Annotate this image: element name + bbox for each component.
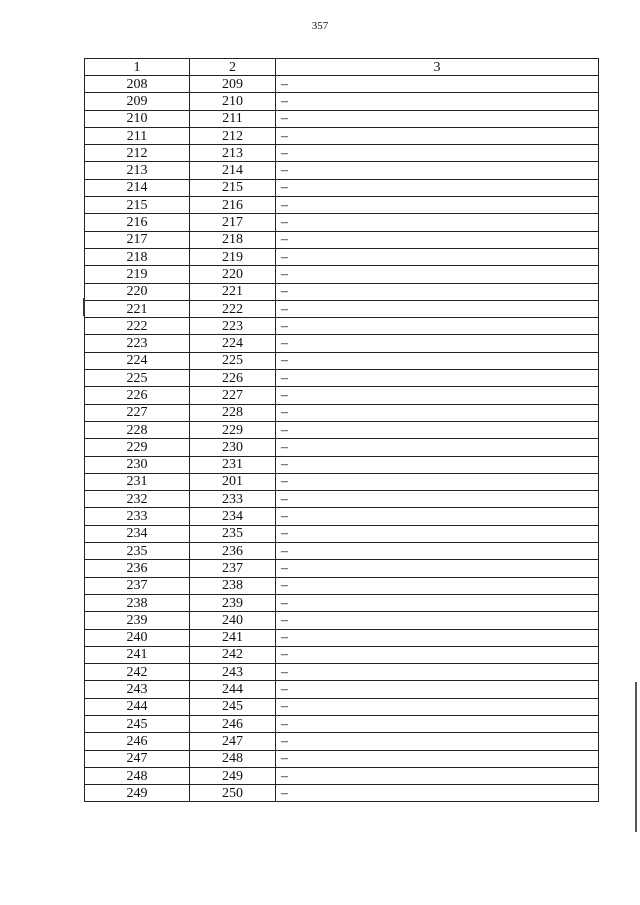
cell-col-2: 237	[190, 560, 276, 577]
cell-col-3: –	[276, 577, 599, 594]
cell-col-3: –	[276, 110, 599, 127]
cell-col-1: 224	[85, 352, 190, 369]
cell-col-3: –	[276, 785, 599, 802]
cell-col-1: 208	[85, 76, 190, 93]
column-header-2: 2	[190, 59, 276, 76]
table-row	[85, 421, 599, 438]
table-row	[85, 698, 599, 715]
cell-col-1: 233	[85, 508, 190, 525]
cell-col-2: 240	[190, 612, 276, 629]
cell-col-2: 209	[190, 76, 276, 93]
cell-col-2: 216	[190, 197, 276, 214]
cell-col-3: –	[276, 76, 599, 93]
table-body	[85, 76, 599, 802]
cell-col-2: 227	[190, 387, 276, 404]
cell-col-1: 230	[85, 456, 190, 473]
cell-col-1: 239	[85, 612, 190, 629]
cell-col-3: –	[276, 767, 599, 784]
table-row	[85, 197, 599, 214]
cell-col-3: –	[276, 733, 599, 750]
table-row	[85, 560, 599, 577]
cell-col-2: 215	[190, 179, 276, 196]
cell-col-3: –	[276, 594, 599, 611]
table-row	[85, 508, 599, 525]
table-row	[85, 231, 599, 248]
cell-col-1: 236	[85, 560, 190, 577]
cell-col-3: –	[276, 318, 599, 335]
table-row	[85, 127, 599, 144]
cell-col-1: 227	[85, 404, 190, 421]
table-row	[85, 681, 599, 698]
cell-col-1: 244	[85, 698, 190, 715]
cell-col-1: 212	[85, 145, 190, 162]
table-row	[85, 664, 599, 681]
table-row	[85, 733, 599, 750]
cell-col-1: 223	[85, 335, 190, 352]
table-row	[85, 370, 599, 387]
cell-col-2: 236	[190, 543, 276, 560]
cell-col-1: 234	[85, 525, 190, 542]
cell-col-2: 224	[190, 335, 276, 352]
page-number: 357	[311, 20, 329, 32]
cell-col-3: –	[276, 698, 599, 715]
cell-col-2: 230	[190, 439, 276, 456]
cell-col-1: 247	[85, 750, 190, 767]
table-row	[85, 352, 599, 369]
table-row	[85, 612, 599, 629]
cell-col-2: 246	[190, 715, 276, 732]
cell-col-3: –	[276, 681, 599, 698]
cell-col-2: 222	[190, 300, 276, 317]
cell-col-3: –	[276, 543, 599, 560]
cell-col-3: –	[276, 646, 599, 663]
cell-col-2: 244	[190, 681, 276, 698]
table-row	[85, 300, 599, 317]
cell-col-3: –	[276, 508, 599, 525]
table-row	[85, 214, 599, 231]
cell-col-1: 246	[85, 733, 190, 750]
table-row	[85, 335, 599, 352]
cell-col-2: 250	[190, 785, 276, 802]
cell-col-2: 235	[190, 525, 276, 542]
header-row	[85, 59, 599, 76]
table-row	[85, 76, 599, 93]
cell-col-1: 240	[85, 629, 190, 646]
cell-col-3: –	[276, 283, 599, 300]
cell-col-3: –	[276, 612, 599, 629]
cell-col-3: –	[276, 439, 599, 456]
cell-col-1: 248	[85, 767, 190, 784]
cell-col-2: 245	[190, 698, 276, 715]
cell-col-3: –	[276, 629, 599, 646]
table-row	[85, 387, 599, 404]
cell-col-2: 211	[190, 110, 276, 127]
cell-col-2: 225	[190, 352, 276, 369]
cell-col-1: 218	[85, 248, 190, 265]
cell-col-2: 219	[190, 248, 276, 265]
cell-col-2: 249	[190, 767, 276, 784]
cell-col-1: 229	[85, 439, 190, 456]
cell-col-3: –	[276, 214, 599, 231]
cell-col-1: 242	[85, 664, 190, 681]
cell-col-3: –	[276, 127, 599, 144]
table-row	[85, 767, 599, 784]
cell-col-2: 228	[190, 404, 276, 421]
cell-col-3: –	[276, 456, 599, 473]
cell-col-1: 225	[85, 370, 190, 387]
cell-col-2: 217	[190, 214, 276, 231]
cell-col-1: 213	[85, 162, 190, 179]
cell-col-3: –	[276, 145, 599, 162]
cell-col-2: 201	[190, 473, 276, 490]
cell-col-2: 212	[190, 127, 276, 144]
table-row	[85, 594, 599, 611]
cell-col-1: 209	[85, 93, 190, 110]
cell-col-3: –	[276, 491, 599, 508]
cell-col-3: –	[276, 231, 599, 248]
cell-col-1: 231	[85, 473, 190, 490]
table-row	[85, 179, 599, 196]
table-row	[85, 785, 599, 802]
cell-col-2: 220	[190, 266, 276, 283]
table-row	[85, 318, 599, 335]
table-row	[85, 283, 599, 300]
cell-col-2: 214	[190, 162, 276, 179]
table-row	[85, 525, 599, 542]
cell-col-3: –	[276, 473, 599, 490]
table-row	[85, 248, 599, 265]
cell-col-2: 247	[190, 733, 276, 750]
scan-edge-mark	[635, 682, 637, 832]
table-row	[85, 646, 599, 663]
cell-col-3: –	[276, 715, 599, 732]
cell-col-2: 233	[190, 491, 276, 508]
cell-col-3: –	[276, 664, 599, 681]
table-row	[85, 456, 599, 473]
cell-col-2: 210	[190, 93, 276, 110]
table-row	[85, 715, 599, 732]
cell-col-1: 216	[85, 214, 190, 231]
cell-col-1: 238	[85, 594, 190, 611]
cell-col-1: 235	[85, 543, 190, 560]
cell-col-1: 245	[85, 715, 190, 732]
table-row	[85, 162, 599, 179]
cell-col-1: 243	[85, 681, 190, 698]
cell-col-3: –	[276, 421, 599, 438]
cell-col-2: 234	[190, 508, 276, 525]
cell-col-1: 226	[85, 387, 190, 404]
cell-col-3: –	[276, 335, 599, 352]
table-row	[85, 750, 599, 767]
table-row	[85, 473, 599, 490]
cell-col-3: –	[276, 93, 599, 110]
cell-col-1: 215	[85, 197, 190, 214]
cell-col-2: 239	[190, 594, 276, 611]
scan-mark	[83, 298, 85, 316]
cell-col-1: 221	[85, 300, 190, 317]
cell-col-3: –	[276, 525, 599, 542]
cell-col-2: 248	[190, 750, 276, 767]
table-row	[85, 491, 599, 508]
cell-col-3: –	[276, 370, 599, 387]
cell-col-2: 226	[190, 370, 276, 387]
cell-col-2: 229	[190, 421, 276, 438]
cell-col-2: 238	[190, 577, 276, 594]
cell-col-2: 213	[190, 145, 276, 162]
cell-col-3: –	[276, 560, 599, 577]
cell-col-1: 214	[85, 179, 190, 196]
table-header	[85, 59, 599, 76]
cell-col-2: 218	[190, 231, 276, 248]
cell-col-1: 222	[85, 318, 190, 335]
cell-col-1: 210	[85, 110, 190, 127]
cell-col-2: 231	[190, 456, 276, 473]
cell-col-1: 219	[85, 266, 190, 283]
cell-col-1: 211	[85, 127, 190, 144]
cell-col-1: 232	[85, 491, 190, 508]
cell-col-3: –	[276, 750, 599, 767]
cell-col-1: 241	[85, 646, 190, 663]
table-row	[85, 110, 599, 127]
cell-col-3: –	[276, 387, 599, 404]
cell-col-2: 223	[190, 318, 276, 335]
cell-col-3: –	[276, 300, 599, 317]
cell-col-3: –	[276, 197, 599, 214]
table-row	[85, 439, 599, 456]
table-row	[85, 266, 599, 283]
cell-col-1: 237	[85, 577, 190, 594]
table-row	[85, 629, 599, 646]
table-row	[85, 577, 599, 594]
cell-col-3: –	[276, 179, 599, 196]
column-header-1: 1	[85, 59, 190, 76]
data-table	[84, 58, 599, 802]
cell-col-2: 242	[190, 646, 276, 663]
table-row	[85, 543, 599, 560]
cell-col-3: –	[276, 404, 599, 421]
cell-col-2: 221	[190, 283, 276, 300]
cell-col-3: –	[276, 266, 599, 283]
table-row	[85, 145, 599, 162]
table-row	[85, 404, 599, 421]
column-header-3: 3	[276, 59, 599, 76]
table-row	[85, 93, 599, 110]
cell-col-1: 220	[85, 283, 190, 300]
cell-col-3: –	[276, 162, 599, 179]
cell-col-1: 217	[85, 231, 190, 248]
cell-col-3: –	[276, 248, 599, 265]
cell-col-2: 241	[190, 629, 276, 646]
cell-col-2: 243	[190, 664, 276, 681]
cell-col-1: 228	[85, 421, 190, 438]
cell-col-3: –	[276, 352, 599, 369]
cell-col-1: 249	[85, 785, 190, 802]
